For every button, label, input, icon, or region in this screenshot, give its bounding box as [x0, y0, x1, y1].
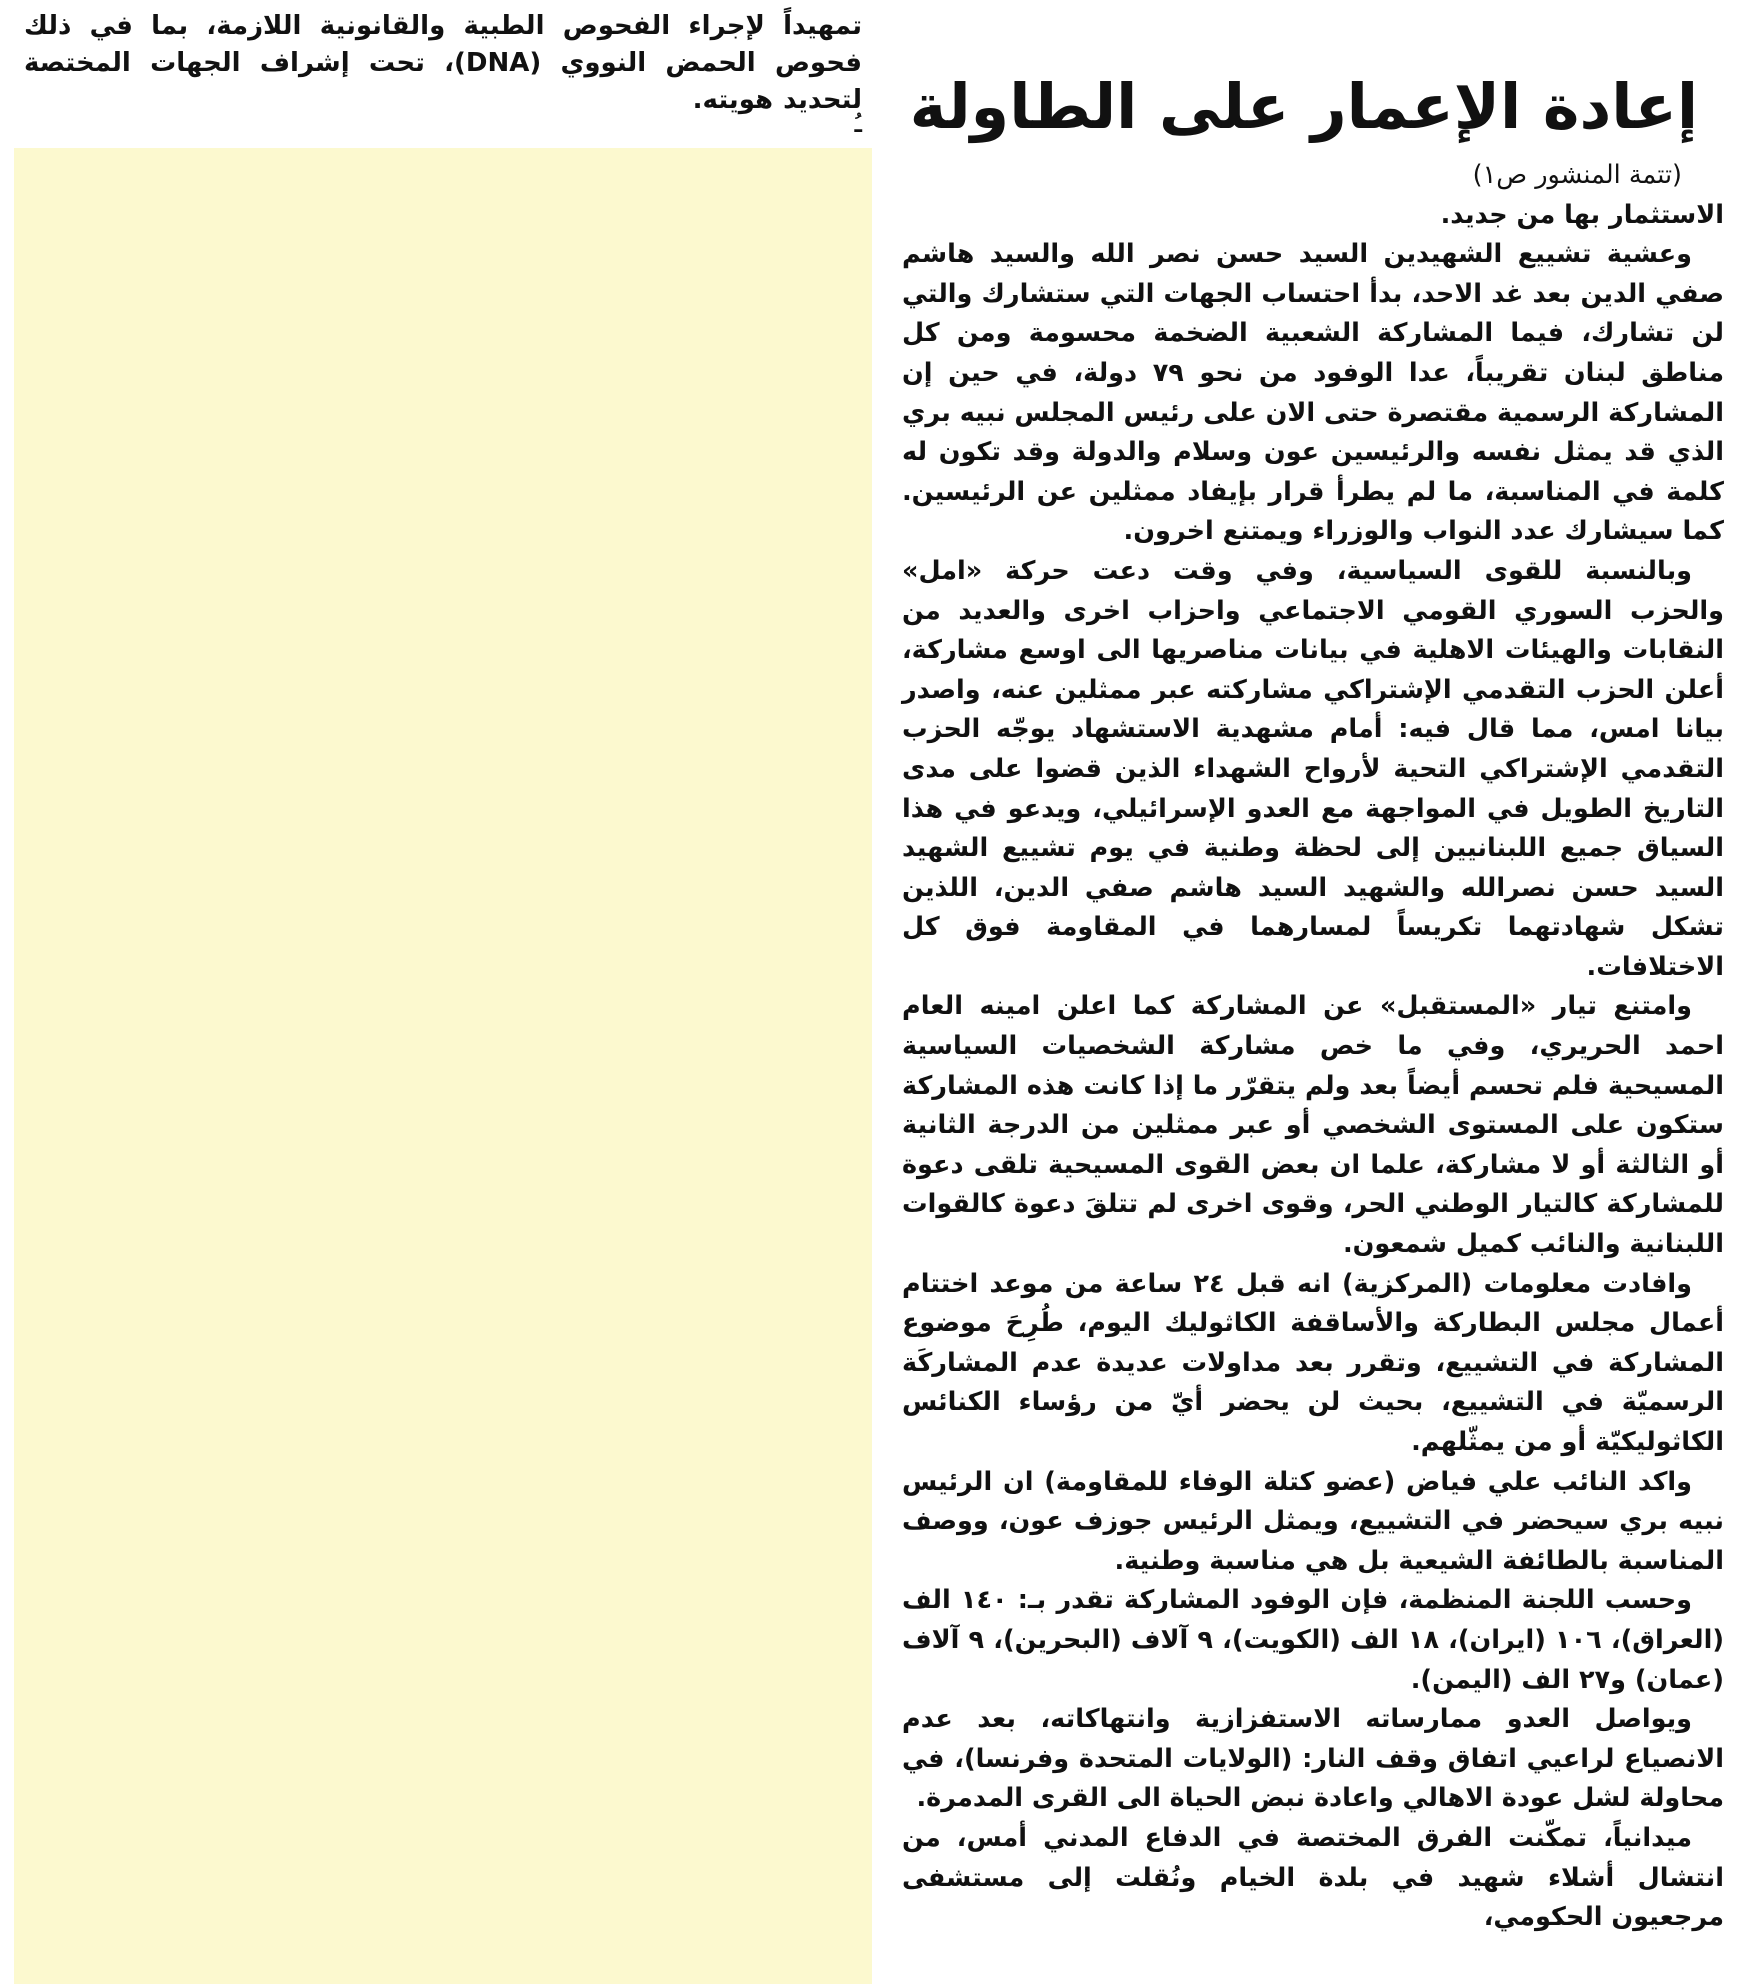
- article-paragraph: ميدانياً، تمكّنت الفرق المختصة في الدفاع المدني أمس، من انتشال أشلاء شهيد في بلدة الخيام ونُقلت إلى مستشفى مرجعيون الحكومي،: [902, 1822, 1724, 1933]
- article-body: [902, 156, 1724, 1938]
- end-of-article-mark: ـُ: [854, 113, 862, 138]
- opening-line: الاستثمار بها من جديد.: [1440, 199, 1724, 230]
- article-paragraph: وعشية تشييع الشهيدين السيد حسن نصر الله والسيد هاشم صفي الدين بعد غد الاحد، بدأ احتساب الجهات التي ستشارك والتي لن تشارك، فيما المشاركة الشعبية الضخمة محسومة ومن كل مناطق لبنان تقريباً، عدا الوفود من نحو ٧٩ دولة، في حين إن المشاركة الرسمية مقتصرة حتى الان على رئيس المجلس نبيه بري الذي قد يمثل نفسه والرئيسين عون وسلام والدولة وقد تكون له كلمة في المناسبة، ما لم يطرأ قرار بإيفاد ممثلين عن الرئيسين. كما سيشارك عدد النواب والوزراء ويمتنع اخرون.: [902, 239, 1724, 547]
- article-paragraph: واكد النائب علي فياض (عضو كتلة الوفاء للمقاومة) ان الرئيس نبيه بري سيحضر في التشييع، ويمثل الرئيس جوزف عون، ووصف المناسبة بالطائفة الشيعية بل هي مناسبة وطنية.: [902, 1466, 1724, 1576]
- article-paragraph: وحسب اللجنة المنظمة، فإن الوفود المشاركة تقدر بـ: ١٤٠ الف (العراق)، ١٠٦ (ايران)، ١٨ الف (الكويت)، ٩ آلاف (البحرين)، ٩ آلاف (عمان) و٢٧ الف (اليمن).: [902, 1585, 1725, 1695]
- blank-ad-block: [14, 148, 872, 1984]
- continued-paragraph: [24, 8, 862, 137]
- continued-paragraph-text: تمهيداً لإجراء الفحوص الطبية والقانونية اللازمة، بما في ذلك فحوص الحمض النووي (DNA)، تحت إشراف الجهات المختصة لتحديد هويته.: [24, 11, 862, 115]
- article-headline: إعادة الإعمار على الطاولة: [909, 69, 1699, 143]
- continuation-note: (تتمة المنشور ص١): [1472, 160, 1682, 190]
- article-paragraph: ويواصل العدو ممارساته الاستفزازية وانتهاكاته، بعد عدم الانصياع لراعيي اتفاق وقف النار: (الولايات المتحدة وفرنسا)، في محاولة لشل عودة الاهالي واعادة نبض الحياة الى القرى المدمرة.: [902, 1704, 1724, 1814]
- article-paragraph: وافادت معلومات (المركزية) انه قبل ٢٤ ساعة من موعد اختتام أعمال مجلس البطاركة والأساقفة الكاثوليك اليوم، طُرِحَ موضوع المشاركة في التشييع، وتقرر بعد مداولات عديدة عدم المشاركَة الرسميّة في التشييع، بحيث لن يحضر أيّ من رؤساء الكنائس الكاثوليكيّة أو من يمثّلهم.: [902, 1268, 1724, 1457]
- article-paragraph: وامتنع تيار «المستقبل» عن المشاركة كما اعلن امينه العام احمد الحريري، وفي ما خص مشاركة الشخصيات السياسية المسيحية فلم تحسم أيضاً بعد ولم يتقرّر ما إذا كانت هذه المشاركة ستكون على المستوى الشخصي أو عبر ممثلين من الدرجة الثانية أو الثالثة أو لا مشاركة، علما ان بعض القوى المسيحية تلقى دعوة للمشاركة كالتيار الوطني الحر، وقوى اخرى لم تتلقَ دعوة كالقوات اللبنانية والنائب كميل شمعون.: [902, 991, 1724, 1260]
- left-column: [14, 0, 872, 1984]
- article-column: [902, 0, 1724, 1984]
- article-paragraph: وبالنسبة للقوى السياسية، وفي وقت دعت حركة «امل» والحزب السوري القومي الاجتماعي واحزاب اخرى والعديد من النقابات والهيئات الاهلية في بيانات مناصريها الى اوسع مشاركة، أعلن الحزب التقدمي الإشتراكي مشاركته عبر ممثلين عنه، واصدر بيانا امس، مما قال فيه: أمام مشهدية الاستشهاد يوجّه الحزب التقدمي الإشتراكي التحية لأرواح الشهداء الذين قضوا على مدى التاريخ الطويل في المواجهة مع العدو الإسرائيلي، ويدعو في هذا السياق جميع اللبنانيين إلى لحظة وطنية في يوم تشييع الشهيد السيد حسن نصرالله والشهيد السيد هاشم صفي الدين، اللذين تشكل شهادتهما تكريساً لمسارهما في المقاومة فوق كل الاختلافات.: [902, 555, 1724, 982]
